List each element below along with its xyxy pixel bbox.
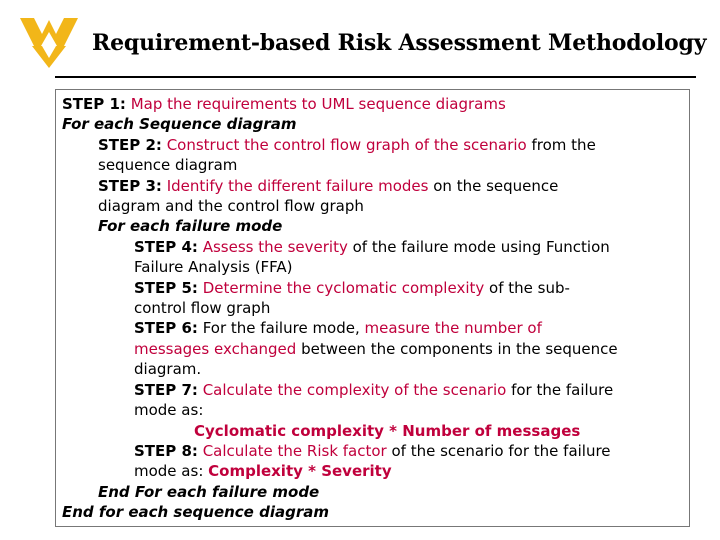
step-6-line xyxy=(62,318,689,338)
step-3-cont: diagram and the control flow graph xyxy=(98,197,364,216)
complexity-formula: Cyclomatic complexity * Number of messages xyxy=(194,421,581,440)
step-1-line xyxy=(62,94,689,114)
step-action: Calculate the Risk factor xyxy=(197,441,387,460)
step-6-cont xyxy=(62,339,689,359)
step-7-cont: mode as: xyxy=(134,401,204,420)
end-failure-mode-loop: End For each failure mode xyxy=(98,482,320,501)
step-text: mode as: xyxy=(134,462,209,481)
loop-failure-mode: For each failure mode xyxy=(98,217,283,236)
step-text: from the xyxy=(526,135,596,154)
step-text: of the failure mode using Function xyxy=(347,237,610,256)
step-2-line xyxy=(62,135,689,155)
page-title: Requirement-based Risk Assessment Methodology xyxy=(92,30,707,56)
step-action: Determine the cyclomatic complexity xyxy=(197,278,485,297)
step-8-line xyxy=(62,441,689,461)
step-label: STEP 8: xyxy=(134,441,198,460)
step-5-cont: control flow graph xyxy=(134,299,271,318)
step-4-line xyxy=(62,237,689,257)
end-sequence-diagram-loop: End for each sequence diagram xyxy=(62,503,329,522)
step-text: of the scenario for the failure xyxy=(386,441,611,460)
step-text: of the sub- xyxy=(484,278,570,297)
methodology-box xyxy=(55,89,690,527)
step-label: STEP 1: xyxy=(62,95,126,113)
step-text: on the sequence xyxy=(428,176,559,195)
step-action: Map the requirements to UML sequence diagrams xyxy=(125,95,506,113)
step-3-line xyxy=(62,176,689,196)
step-label: STEP 6: xyxy=(134,319,198,338)
step-label: STEP 3: xyxy=(98,176,162,195)
step-5-line xyxy=(62,278,689,298)
step-text: for the failure xyxy=(506,380,614,399)
wvu-logo-icon xyxy=(18,14,80,68)
step-action: Identify the different failure modes xyxy=(161,176,429,195)
step-2-cont: sequence diagram xyxy=(98,156,238,175)
step-label: STEP 2: xyxy=(98,135,162,154)
step-8-cont xyxy=(62,461,689,481)
step-action: Assess the severity xyxy=(197,237,348,256)
step-4-cont: Failure Analysis (FFA) xyxy=(134,258,293,277)
step-label: STEP 7: xyxy=(134,380,198,399)
title-divider xyxy=(55,76,696,78)
step-text: For the failure mode, xyxy=(197,319,365,338)
loop-sequence-diagram: For each Sequence diagram xyxy=(62,115,297,134)
step-label: STEP 5: xyxy=(134,278,198,297)
step-text: between the components in the sequence xyxy=(296,339,618,358)
step-action: Calculate the complexity of the scenario xyxy=(197,380,507,399)
step-label: STEP 4: xyxy=(134,237,198,256)
step-6-cont-2: diagram. xyxy=(134,360,202,379)
step-7-line xyxy=(62,380,689,400)
step-action: messages exchanged xyxy=(134,339,297,358)
step-action: Construct the control flow graph of the scenario xyxy=(161,135,527,154)
risk-formula: Complexity * Severity xyxy=(208,462,392,481)
step-action: measure the number of xyxy=(364,319,542,338)
